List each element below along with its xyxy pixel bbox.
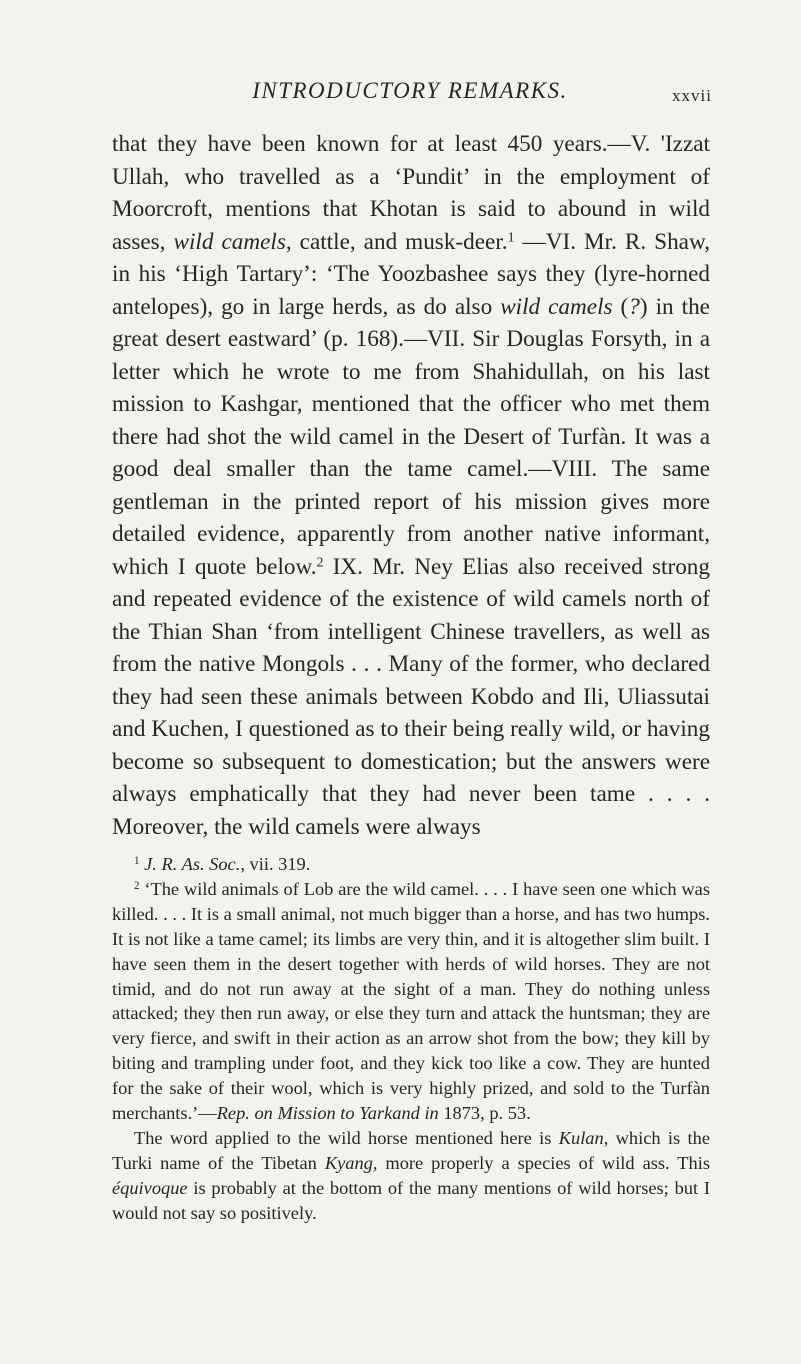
text-run-italic: Kyang	[324, 1152, 373, 1173]
text-run: IX. Mr. Ney Elias also received strong and repeated evidence of the existence of wild camels north of the Thian Shan ‘from intelligent Chinese travellers, as well as from the native Mongols . . . Many of the former, who declared they had seen these animals between Kobdo and Ili, Uliassutai and Kuchen, I questioned as to their being really wild, or having become so subsequent to domestication; but the answers were always emphatically that they had never been tame . . . . Moreover, the wild camels were always	[112, 553, 710, 840]
text-run: , more properly a species of wild ass. This	[372, 1152, 710, 1173]
text-run: is probably at the bottom of the many mentions of wild horses; but I would not say so positively.	[112, 1177, 710, 1223]
text-run: , cattle, and musk-deer.	[285, 228, 508, 255]
text-run: —VI. Mr. R. Shaw, in his ‘High Tartary’: ‘The Yoozbashee says they (lyre-horned antelopes), go in large herds, as do also	[112, 228, 711, 320]
running-title: INTRODUCTORY REMARKS.	[252, 78, 568, 103]
text-run-italic: équivoque	[112, 1177, 188, 1198]
page-header	[110, 78, 710, 114]
footnote-1	[112, 852, 710, 877]
text-run-italic: ?	[628, 293, 640, 320]
text-run: The word applied to the wild horse mentioned here is	[134, 1127, 559, 1148]
footnote-2	[112, 877, 710, 1126]
citation-italic: Rep. on Mission to Yarkand in	[216, 1103, 439, 1124]
text-run-italic: Kulan	[558, 1127, 604, 1148]
text-run: ) in the great desert eastward’ (p. 168).—VII. Sir Douglas Forsyth, in a letter which he wrote to me from Shahidullah, on his last mission to Kashgar, mentioned that the officer who met them there had shot the wild camel in the Desert of Turfàn. It was a good deal smaller than the tame camel.—VIII. The same gentleman in the printed report of his mission gives more detailed evidence, apparently from another native informant, which I quote below.	[112, 293, 710, 580]
page-number: xxvii	[672, 86, 712, 105]
footnote-note	[112, 1126, 710, 1226]
text-run: ‘The wild animals of Lob are the wild camel. . . . I have seen one which was killed. . . . It is a small animal, not much bigger than a horse, and has two humps. It is not like a tame camel; its limbs are very thin, and it is altogether slim built. I have seen them in the desert together with herds of wild horses. They are not timid, and do not run away at the sight of a man. They do nothing unless attacked; they then run away, or else they turn and attack the huntsman; they are very fierce, and swift in their action as an arrow shot from the bow; they kill by biting and trampling under foot, and they kick too like a cow. They are hunted for the sake of their wool, which is very highly prized, and sold to the Turfàn merchants.’—	[112, 878, 710, 1124]
footnote-ref: 1	[507, 229, 515, 245]
footnotes	[112, 852, 710, 1226]
text-run-italic: wild camels	[173, 228, 286, 255]
main-text	[112, 128, 710, 843]
footnote-ref: 2	[316, 554, 324, 570]
footnote-mark: 1	[134, 854, 140, 867]
text-run: , vii. 319.	[240, 854, 311, 874]
body-paragraph	[112, 128, 710, 843]
text-run: , which is the Turki name of the Tibetan	[112, 1127, 710, 1173]
text-run-italic: wild camels	[500, 293, 613, 320]
text-run: that they have been known for at least 450 years.—V. 'Izzat Ullah, who travelled as a ‘Pundit’ in the employment of Moorcroft, mentions that Khotan is said to abound in wild asses,	[112, 131, 710, 255]
text-run: 1873, p. 53.	[438, 1103, 531, 1124]
footnote-mark: 2	[134, 879, 140, 892]
text-run: (	[612, 293, 629, 320]
citation-italic: J. R. As. Soc.	[144, 854, 241, 874]
